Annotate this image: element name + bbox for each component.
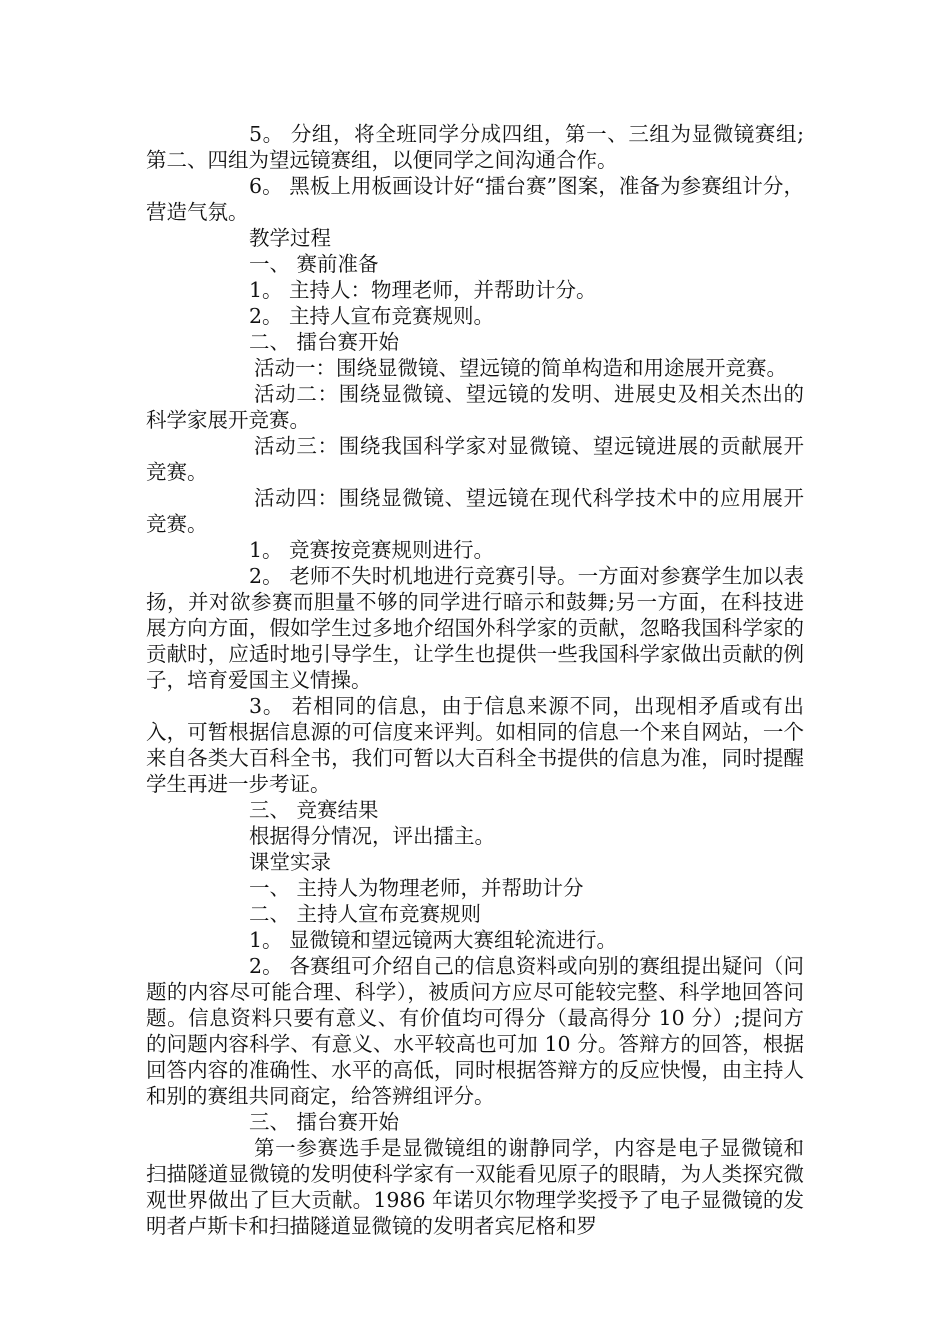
list-item-teacher-guidance: 2。 老师不失时机地进行竞赛引导。一方面对参赛学生加以表扬，并对欲参赛而胆量不够的同学进行暗示和鼓舞;另一方面，在科技进展方向方面，假如学生过多地介绍国外科学家的贡献，忽略我国科学家的贡献时，应适时地引导学生，让学生也提供一些我国科学家做出贡献的例子，培育爱国主义情操。	[146, 564, 804, 692]
record-list-item-alternate: 1。 显微镜和望远镜两大赛组轮流进行。	[249, 928, 618, 952]
record-heading-contest-start: 三、 擂台赛开始	[249, 1110, 400, 1134]
paragraph-item-5-grouping: 5。 分组，将全班同学分成四组，第一、三组为显微镜赛组;第二、四组为望远镜赛组，以便同学之间沟通合作。	[146, 122, 804, 172]
section-heading-preparation: 一、 赛前准备	[249, 252, 379, 276]
activity-three: 活动三：围绕我国科学家对显微镜、望远镜进展的贡献展开竞赛。	[146, 434, 804, 484]
results-text: 根据得分情况，评出擂主。	[249, 824, 495, 848]
record-first-contestant: 第一参赛选手是显微镜组的谢静同学，内容是电子显微镜和扫描隧道显微镜的发明使科学家有一双能看见原子的眼睛，为人类探究微观世界做出了巨大贡献。1986 年诺贝尔物理学奖授予了电子显微镜的发明者卢斯卡和扫描隧道显微镜的发明者宾尼格和罗	[146, 1136, 804, 1238]
activity-four: 活动四：围绕显微镜、望远镜在现代科学技术中的应用展开竞赛。	[146, 486, 804, 536]
activity-one: 活动一：围绕显微镜、望远镜的简单构造和用途展开竞赛。	[254, 356, 787, 380]
record-item-host: 一、 主持人为物理老师，并帮助计分	[249, 876, 584, 900]
paragraph-item-6-blackboard: 6。 黑板上用板画设计好“擂台赛”图案，准备为参赛组计分，营造气氛。	[146, 174, 804, 224]
record-list-item-scoring: 2。 各赛组可介绍自己的信息资料或向别的赛组提出疑问（问题的内容尽可能合理、科学），被质问方应尽可能较完整、科学地回答问题。信息资料只要有意义、有价值均可得分（最高得分 10 分）;提问方的问题内容科学、有意义、水平较高也可加 10 分。答辩方的回答，根据回答内容的准确性、水平的高低，同时根据答辩方的反应快慢，由主持人和别的赛组共同商定，给答辨组评分。	[146, 954, 804, 1108]
section-heading-teaching-process: 教学过程	[249, 226, 331, 250]
record-item-rules: 二、 主持人宣布竞赛规则	[249, 902, 482, 926]
section-heading-classroom-record: 课堂实录	[249, 850, 331, 874]
section-heading-results: 三、 竞赛结果	[249, 798, 379, 822]
list-item-rules: 2。 主持人宣布竞赛规则。	[249, 304, 495, 328]
list-item-contest-rules: 1。 竞赛按竞赛规则进行。	[249, 538, 495, 562]
list-item-host: 1。 主持人：物理老师，并帮助计分。	[249, 278, 597, 302]
document-body	[146, 121, 804, 1239]
list-item-information-source: 3。 若相同的信息，由于信息来源不同，出现相矛盾或有出入，可暂根据信息源的可信度来评判。如相同的信息一个来自网站，一个来自各类大百科全书，我们可暂以大百科全书提供的信息为准，同时提醒学生再进一步考证。	[146, 694, 804, 796]
activity-two: 活动二：围绕显微镜、望远镜的发明、进展史及相关杰出的科学家展开竞赛。	[146, 382, 804, 432]
section-heading-contest-start: 二、 擂台赛开始	[249, 330, 400, 354]
